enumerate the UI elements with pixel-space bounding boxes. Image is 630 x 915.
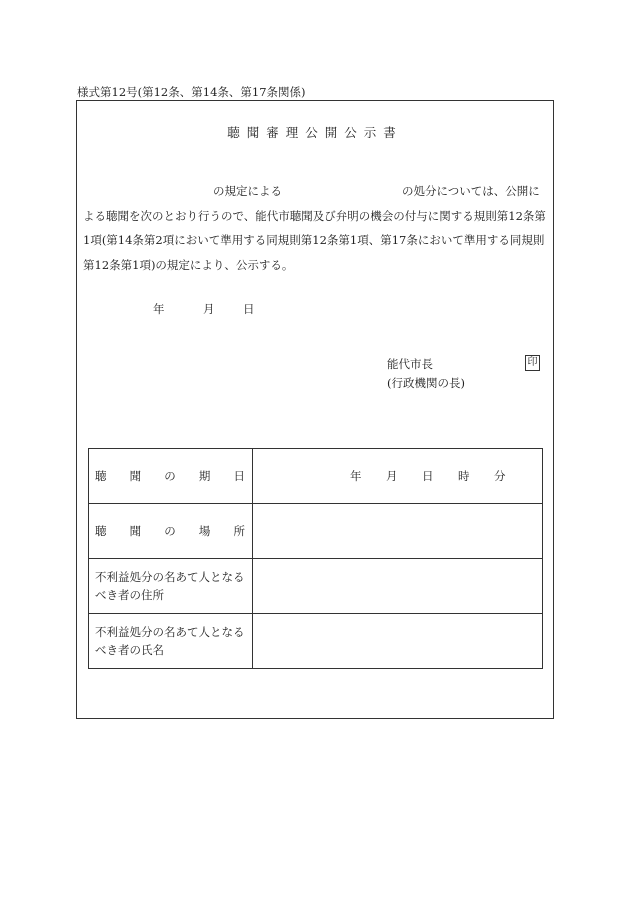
table-row bbox=[89, 504, 543, 559]
notice-title: 聴聞審理公開公示書 bbox=[227, 125, 403, 140]
unit-month: 月 bbox=[386, 469, 398, 483]
signer-name: 能代市長 bbox=[387, 357, 433, 371]
hearing-place-label: 聴 聞 の 場 所 bbox=[95, 524, 245, 538]
hearing-place-label-cell bbox=[89, 504, 253, 559]
table-row bbox=[89, 449, 543, 504]
notice-body bbox=[83, 179, 547, 277]
signer-block bbox=[387, 355, 465, 393]
addressee-address-label: 不利益処分の名あて人となるべき者の住所 bbox=[89, 559, 253, 614]
body-segment-1: の規定による bbox=[213, 184, 282, 198]
table-row bbox=[89, 559, 543, 614]
unit-hour: 時 bbox=[458, 469, 470, 483]
seal-icon: 印 bbox=[525, 355, 540, 371]
addressee-address-value[interactable] bbox=[253, 559, 543, 614]
hearing-info-table bbox=[88, 448, 543, 669]
table-row bbox=[89, 614, 543, 669]
unit-year: 年 bbox=[350, 469, 362, 483]
notice-date bbox=[153, 301, 255, 317]
hearing-date-label-cell bbox=[89, 449, 253, 504]
addressee-name-label: 不利益処分の名あて人となるべき者の氏名 bbox=[89, 614, 253, 669]
notice-frame bbox=[76, 100, 554, 719]
form-number: 様式第12号(第12条、第14条、第17条関係) bbox=[77, 85, 306, 99]
hearing-date-label: 聴 聞 の 期 日 bbox=[95, 469, 245, 483]
unit-minute: 分 bbox=[494, 469, 506, 483]
signer-role: (行政機関の長) bbox=[387, 376, 465, 390]
date-year-label: 年 bbox=[153, 302, 165, 316]
hearing-date-value[interactable] bbox=[253, 449, 543, 504]
unit-day: 日 bbox=[422, 469, 434, 483]
date-day-label: 日 bbox=[243, 302, 255, 316]
body-segment-2: の処分については、公開による聴聞を次のとおり行うので、能代市聴聞及び弁明の機会の付与に関する規則第12条第1項(第14条第2項において準用する同規則第12条第1項、第17条において準用する同規則第12条第1項)の規定により、公示する。 bbox=[83, 184, 546, 272]
hearing-place-value[interactable] bbox=[253, 504, 543, 559]
date-month-label: 月 bbox=[203, 302, 215, 316]
hearing-datetime-units bbox=[253, 468, 542, 484]
addressee-name-value[interactable] bbox=[253, 614, 543, 669]
